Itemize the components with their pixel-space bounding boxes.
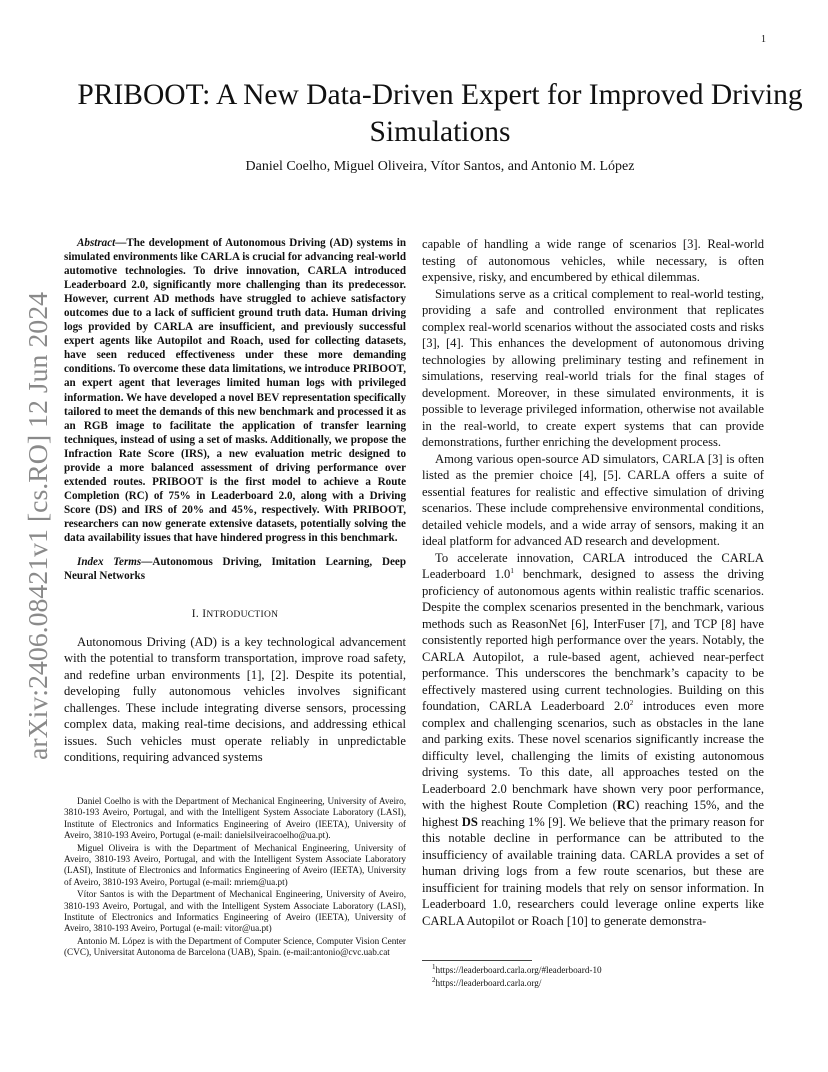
abstract bbox=[64, 236, 406, 545]
index-terms-text: —Autonomous Driving, Imitation Learning, Deep Neural Networks bbox=[64, 556, 406, 583]
footnote-mark: 1 bbox=[432, 962, 436, 971]
url-footnote bbox=[422, 977, 764, 990]
section-title-initial: I bbox=[202, 608, 207, 621]
bold-term-rc: RC bbox=[616, 798, 636, 812]
footnote-ref: 1 bbox=[510, 566, 514, 575]
footnote-rule bbox=[422, 960, 532, 961]
url-footnotes bbox=[422, 960, 764, 990]
paper-title: PRIBOOT: A New Data-Driven Expert for Improved Driving Simulations bbox=[77, 79, 803, 148]
arxiv-stamp-text: arXiv:2406.08421v1 [cs.RO] 12 Jun 2024 bbox=[23, 305, 53, 760]
abstract-text: —The development of Autonomous Driving (AD) systems in simulated environments like CARLA is crucial for advancing real-world automotive technologies. To drive innovation, CARLA introduced Leaderboard 2.0, significantly more challenging than its predecessor. However, current AD methods have struggled to achieve satisfactory outcomes due to a lack of sufficient ground truth data. Human driving logs provided by CARLA are insufficient, and previously successful expert agents like Autopilot and Roach, used for collecting datasets, have seen reduced effectiveness under these more demanding conditions. To overcome these data limitations, we introduce PRIBOOT, an expert agent that leverages limited human logs with privileged information. We have developed a novel BEV representation specifically tailored to meet the demands of this new benchmark and processed it as an RGB image to facilitate the application of transfer learning techniques, instead of using a set of masks. Additionally, we propose the Infraction Rate Score (IRS), a new evaluation metric designed to provide a more balanced assessment of driving performance over extended routes. PRIBOOT is the first model to achieve a Route Completion (RC) of 75% in Leaderboard 2.0, along with a Driving Score (DS) and IRS of 20% and 45%, respectively. With PRIBOOT, researchers can now generate extensive datasets, potentially solving the data availability issues that have hindered progress in this benchmark. bbox=[64, 237, 406, 544]
affiliation-note: Antonio M. López is with the Department of Computer Science, Computer Vision Center (CVC), Universitat Autonoma de Barcelona (UAB), Spain. (e-mail:antonio@cvc.uab.cat bbox=[64, 935, 406, 958]
url-footnote bbox=[422, 964, 764, 977]
text-run: reaching 1% [9]. We believe that the primary reason for this notable decline in performance can be attributed to the insufficiency of available training data. CARLA provides a set of human driving logs from a few route scenarios, but these are insufficient for training models that rely on sensor information. In Leaderboard 1.0, researchers could leverage online experts like CARLA Autopilot or Roach [10] to generate demonstra- bbox=[422, 814, 764, 928]
footnote-ref: 2 bbox=[629, 698, 634, 707]
section-number: I. bbox=[191, 608, 200, 621]
affiliation-note: Vítor Santos is with the Department of Mechanical Engineering, University of Aveiro, 3810-193 Aveiro, Portugal, and with the Intelligent System Associate Laboratory (LASI), Institute of Electronics and Informatics Engineering of Aveiro (IEETA), University of Aveiro, 3810-193 Aveiro, Portugal (e-mail: vitor@ua.pt) bbox=[64, 889, 406, 934]
text-run: To accelerate innovation, CARLA introduced the CARLA Leaderboard 1.0 bbox=[422, 550, 764, 581]
body-paragraph bbox=[422, 550, 764, 930]
footnote-link[interactable]: https://leaderboard.carla.org/#leaderboard-10 bbox=[435, 965, 602, 975]
section-heading bbox=[64, 606, 406, 624]
left-column bbox=[64, 236, 406, 766]
body-paragraph: Simulations serve as a critical complement to real-world testing, providing a safe and controlled environment that replicates complex real-world scenarios without the associated costs and risks [3], [4]. This enhances the development of autonomous driving technologies by allowing preliminary testing and refinement in simulations, reserving real-world trials for the final stages of development. Moreover, in these simulated environments, it is possible to leverage privileged information, otherwise not available in the real-world, to create expert systems that can provide demonstrations, further enriching the development process. bbox=[422, 286, 764, 449]
text-run: ) reaching 15%, and the highest bbox=[422, 798, 764, 829]
section-title-rest: NTRODUCTION bbox=[206, 610, 279, 621]
body-paragraph: capable of handling a wide range of scenarios [3]. Real-world testing of autonomous vehicles, while necessary, is often expensive, risky, and encumbered by ethical dilemmas. bbox=[422, 237, 764, 284]
footnote-link[interactable]: https://leaderboard.carla.org/ bbox=[435, 978, 542, 988]
bold-term-ds: DS bbox=[461, 814, 478, 829]
footnote-mark: 2 bbox=[432, 975, 436, 984]
affiliation-note: Miguel Oliveira is with the Department of Mechanical Engineering, University of Aveiro, 3810-193 Aveiro, Portugal, and with the Intelligent System Associate Laboratory (LASI), Institute of Electronics and Informatics Engineering of Aveiro (IEETA), University of Aveiro, 3810-193 Aveiro, Portugal (e-mail: mriem@ua.pt) bbox=[64, 842, 406, 887]
abstract-lead: Abstract bbox=[77, 237, 116, 249]
affiliation-note: Daniel Coelho is with the Department of Mechanical Engineering, University of Aveiro, 3810-193 Aveiro, Portugal, and with the Intelligent System Associate Laboratory (LASI), Institute of Electronics and Informatics Engineering of Aveiro (IEETA), University of Aveiro, 3810-193 Aveiro, Portugal (e-mail: danielsilveiracoelho@ua.pt). bbox=[64, 796, 406, 841]
author-list: Daniel Coelho, Miguel Oliveira, Vítor Santos, and Antonio M. López bbox=[245, 159, 635, 174]
index-terms-lead: Index Terms bbox=[77, 556, 142, 569]
text-run: benchmark, designed to assess the driving proficiency of autonomous agents within realistic traffic scenarios. Despite the complex scenarios presented in the benchmark, various methods such as ReasonNet [6], InterFuser [7], and TCP [8] have consistently reported high performance over the years. Notably, the CARLA Autopilot, a rule-based agent, achieved near-perfect performance. This underscores the benchmark’s capacity to be effectively mastered using current technologies. Building on this foundation, CARLA Leaderboard 2.0 bbox=[422, 567, 764, 713]
affiliation-footnotes bbox=[64, 796, 406, 960]
index-terms bbox=[64, 555, 406, 583]
arxiv-stamp-graphic bbox=[20, 290, 56, 760]
page-number: 1 bbox=[761, 34, 766, 45]
arxiv-stamp bbox=[20, 290, 56, 760]
text-run: introduces even more complex and challenging scenarios, such as obstacles in the lane and parking exits. These novel scenarios significantly increase the difficulty level, challenging the limits of existing autonomous driving systems. To this date, all approaches tested on the Leaderboard 2.0 benchmark have shown very poor performance, with the highest Route Completion ( bbox=[422, 699, 764, 812]
body-paragraph: Among various open-source AD simulators, CARLA [3] is often listed as the premier choice [4], [5]. CARLA offers a suite of essential features for realistic and effective simulation of driving scenarios. These include comprehensive environmental conditions, detailed vehicle models, and a wide array of sensors, making it an ideal platform for advanced AD research and development. bbox=[422, 451, 764, 548]
intro-paragraph: Autonomous Driving (AD) is a key technological advancement with the potential to transform transportation, improve road safety, and redefine urban environments [1], [2]. Despite its potential, developing fully autonomous vehicles involves significant challenges. These include integrating diverse sensors, processing complex data, making real-time decisions, and addressing ethical issues. Such vehicles must operate reliably in unpredictable conditions, requiring advanced systems bbox=[64, 634, 406, 765]
right-column bbox=[422, 236, 764, 929]
